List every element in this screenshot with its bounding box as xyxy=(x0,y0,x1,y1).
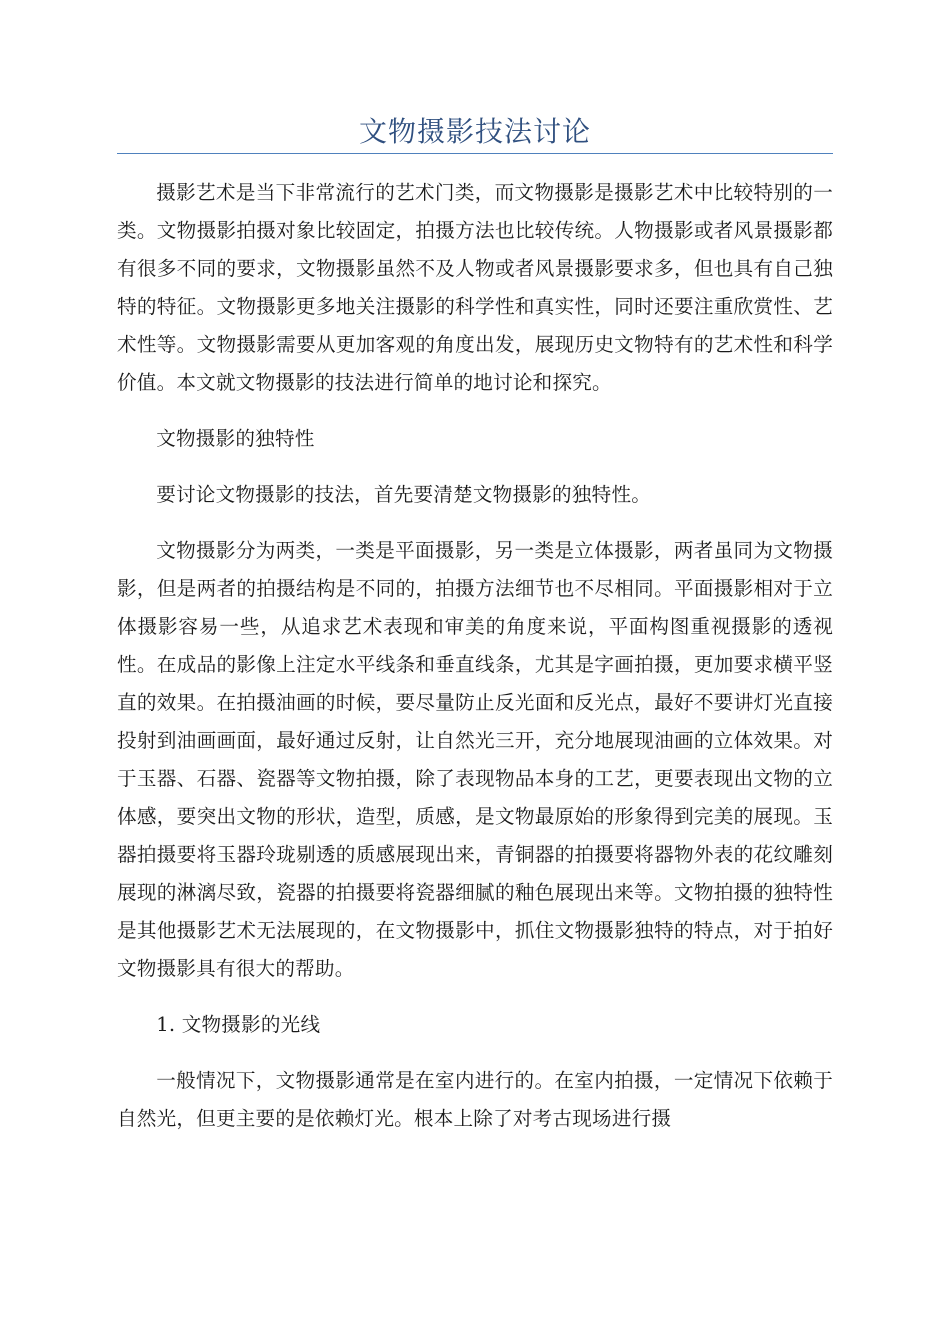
intro-paragraph: 摄影艺术是当下非常流行的艺术门类，而文物摄影是摄影艺术中比较特别的一类。文物摄影拍摄对象比较固定，拍摄方法也比较传统。人物摄影或者风景摄影都有很多不同的要求，文物摄影虽然不及人物或者风景摄影要求多，但也具有自己独特的特征。文物摄影更多地关注摄影的科学性和真实性，同时还要注重欣赏性、艺术性等。文物摄影需要从更加客观的角度出发，展现历史文物特有的艺术性和科学价值。本文就文物摄影的技法进行简单的地讨论和探究。 xyxy=(117,181,833,394)
document-page xyxy=(117,0,833,1156)
body-paragraph: 要讨论文物摄影的技法，首先要清楚文物摄影的独特性。 xyxy=(156,483,652,506)
section-heading-lighting: 1. 文物摄影的光线 xyxy=(156,1013,321,1036)
title-underline xyxy=(117,153,833,154)
body-paragraph: 文物摄影分为两类，一类是平面摄影，另一类是立体摄影，两者虽同为文物摄影，但是两者的拍摄结构是不同的，拍摄方法细节也不尽相同。平面摄影相对于立体摄影容易一些，从追求艺术表现和审美的角度来说，平面构图重视摄影的透视性。在成品的影像上注定水平线条和垂直线条，尤其是字画拍摄，更加要求横平竖直的效果。在拍摄油画的时候，要尽量防止反光面和反光点，最好不要讲灯光直接投射到油画画面，最好通过反射，让自然光三开，充分地展现油画的立体效果。对于玉器、石器、瓷器等文物拍摄，除了表现物品本身的工艺，更要表现出文物的立体感，要突出文物的形状，造型，质感，是文物最原始的形象得到完美的展现。玉器拍摄要将玉器玲珑剔透的质感展现出来，青铜器的拍摄要将器物外表的花纹雕刻展现的淋漓尽致，瓷器的拍摄要将瓷器细腻的釉色展现出来等。文物拍摄的独特性是其他摄影艺术无法展现的，在文物摄影中，抓住文物摄影独特的特点，对于拍好文物摄影具有很大的帮助。 xyxy=(117,539,833,980)
document-title: 文物摄影技法讨论 xyxy=(358,115,591,148)
document-body xyxy=(117,174,833,1138)
body-paragraph: 一般情况下，文物摄影通常是在室内进行的。在室内拍摄，一定情况下依赖于自然光，但更主要的是依赖灯光。根本上除了对考古现场进行摄 xyxy=(117,1069,833,1130)
section-heading-uniqueness: 文物摄影的独特性 xyxy=(156,427,315,450)
